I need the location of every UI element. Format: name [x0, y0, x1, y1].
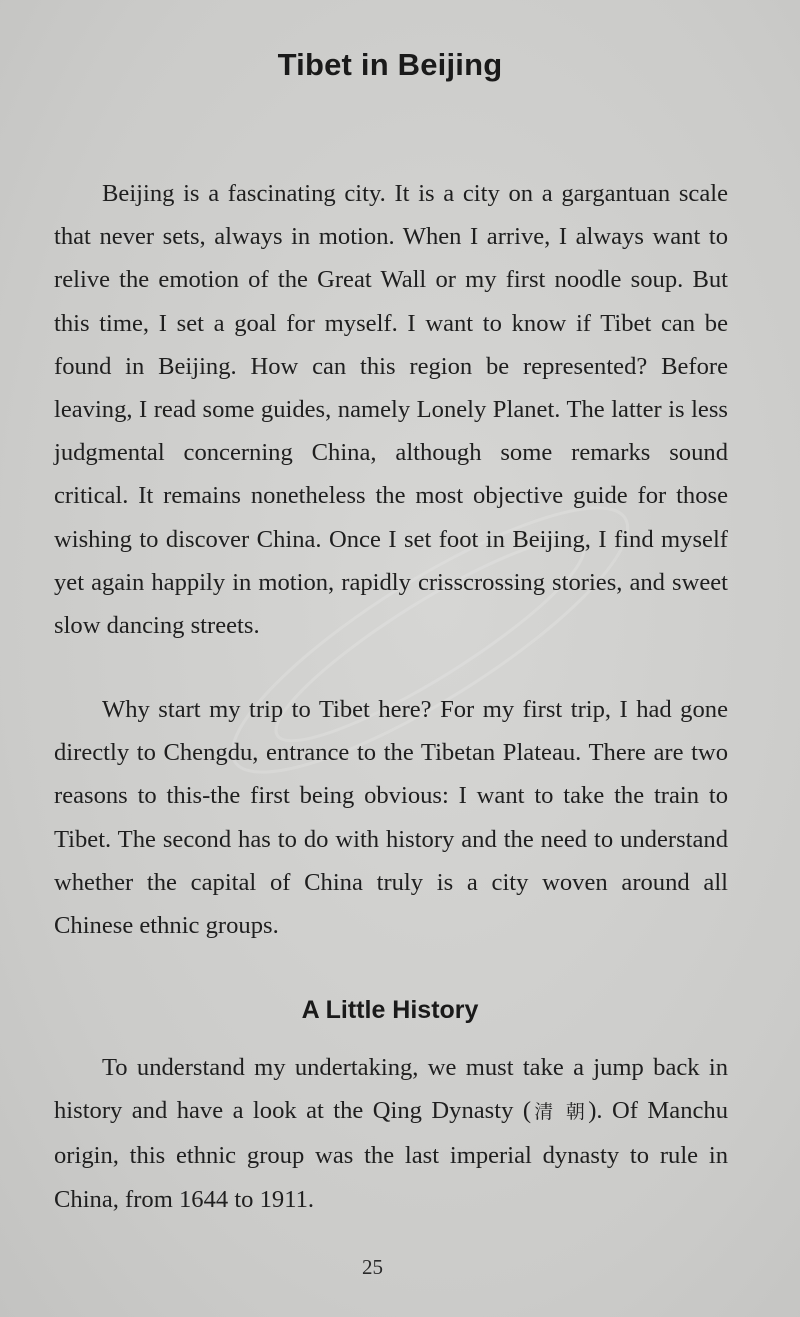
chinese-term: 清 朝 [531, 1101, 589, 1124]
paragraph-2: Why start my trip to Tibet here? For my first trip, I had gone directly to Chengdu, entrance to the Tibetan Plateau. There are two reasons to this-the first being obvious: I want to take the train to Tibet. The second has to do with history and the need to understand whether the capital of China truly is a city woven around all Chinese ethnic groups. [54, 696, 728, 940]
body-paragraph [54, 688, 728, 947]
paragraph-3-text-end: ). Of Manchu origin, this ethnic group was the last imperial dynasty to rule in China, from 1644 to 1911. [54, 1097, 728, 1213]
paragraph-1: Beijing is a fascinating city. It is a city on a gargantuan scale that never sets, always in motion. When I arrive, I always want to relive the emotion of the Great Wall or my first noodle soup. But this time, I set a goal for myself. I want to know if Tibet can be found in Beijing. How can this region be represented? Before leaving, I read some guides, namely Lonely Planet. The latter is less judgmental concerning China, although some remarks sound critical. It remains nonetheless the most objective guide for those wishing to discover China. Once I set foot in Beijing, I find myself yet again happily in motion, rapidly crisscrossing stories, and sweet slow dancing streets. [54, 180, 728, 640]
page-number: 25 [362, 1255, 383, 1279]
paragraph-3-text-start: To understand my undertaking, we must take a jump back in history and have a look at the Qing Dynasty ( [54, 1054, 728, 1125]
section-heading: A Little History [301, 996, 479, 1024]
body-paragraph [54, 1046, 728, 1221]
paragraph-3 [54, 1046, 728, 1221]
page-title: Tibet in Beijing [277, 47, 503, 82]
body-paragraph [54, 172, 728, 647]
